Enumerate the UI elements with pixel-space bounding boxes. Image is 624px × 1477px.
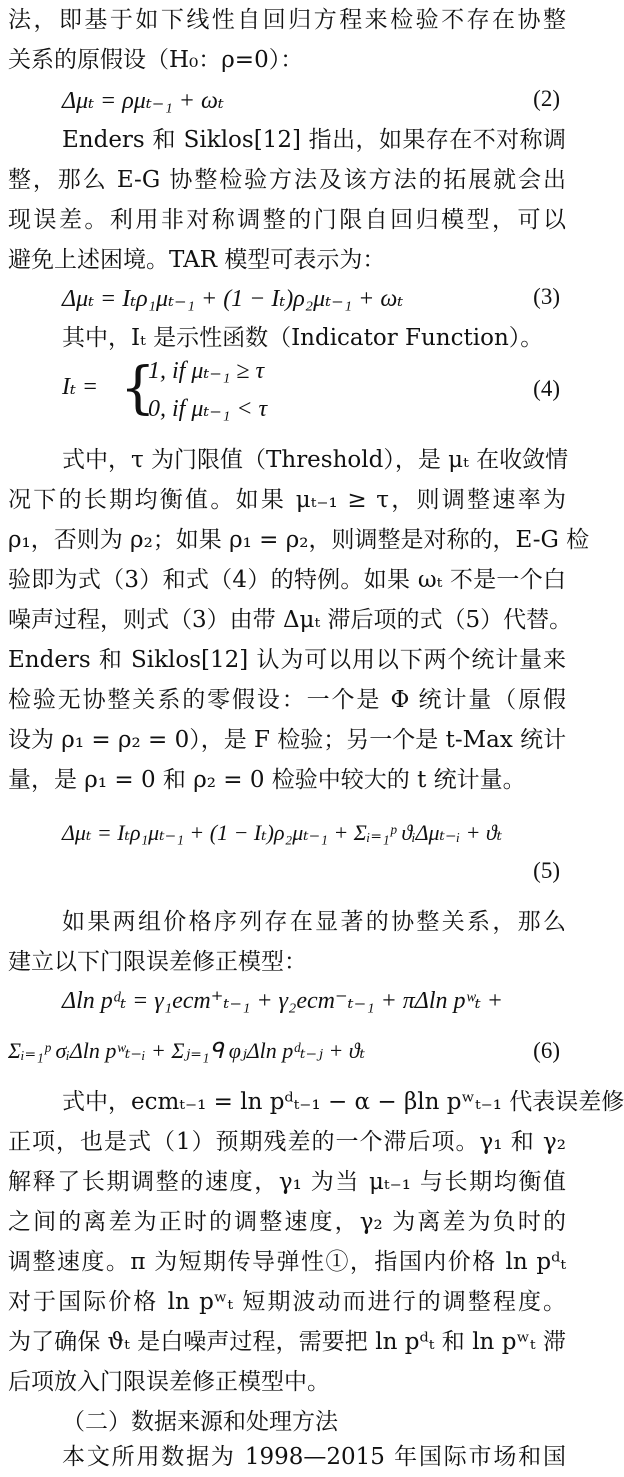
text-line: 设为 ρ₁ = ρ₂ = 0），是 F 检验；另一个是 t-Max 统计 xyxy=(8,727,567,753)
text-line: 正项，也是式（1）预期残差的一个滞后项。γ₁ 和 γ₂ xyxy=(8,1129,566,1155)
text-line: 式中，τ 为门限值（Threshold），是 μₜ 在收敛情 xyxy=(62,447,569,473)
equation-number: (2) xyxy=(533,86,560,111)
equation-4-case-1: 1, if μₜ₋₁ ≥ τ xyxy=(148,358,265,384)
text-line: 避免上述困境。TAR 模型可表示为： xyxy=(8,247,386,273)
equation-5: Δμₜ = Iₜρ₁μₜ₋₁ + (1 − Iₜ)ρ₂μₜ₋₁ + Σᵢ₌₁ᵖ ϑᵢΔμₜ₋ᵢ + ϑₜ xyxy=(62,820,503,845)
text-line: 为了确保 ϑₜ 是白噪声过程，需要把 ln pᵈₜ 和 ln pʷₜ 滞 xyxy=(8,1329,566,1355)
text-line: 建立以下门限误差修正模型： xyxy=(8,949,307,975)
equation-number: (4) xyxy=(533,376,560,401)
text-line: 对于国际价格 ln pʷₜ 短期波动而进行的调整程度。 xyxy=(8,1289,566,1315)
equation-6-line-1: Δln pᵈₜ = γ₁ecm⁺ₜ₋₁ + γ₂ecm⁻ₜ₋₁ + πΔln pʷₜ + xyxy=(62,988,503,1014)
text-line: Enders 和 Siklos[12] 认为可以用以下两个统计量来 xyxy=(8,647,566,673)
section-heading: （二）数据来源和处理方法 xyxy=(62,1409,338,1435)
equation-4-case-2: 0, if μₜ₋₁ < τ xyxy=(148,396,268,422)
text-line: 其中，Iₜ 是示性函数（Indicator Function）。 xyxy=(62,325,544,351)
text-line: 如果两组价格序列存在显著的协整关系，那么 xyxy=(62,909,566,935)
equation-number: (3) xyxy=(533,284,560,309)
text-line: 后项放入门限误差修正模型中。 xyxy=(8,1369,330,1395)
equation-4-lhs: Iₜ = xyxy=(62,374,99,400)
text-line: ρ₁，否则为 ρ₂；如果 ρ₁ = ρ₂，则调整是对称的，E-G 检 xyxy=(8,527,590,553)
equation-number: (5) xyxy=(533,858,560,883)
equation-2: Δμₜ = ρμₜ₋₁ + ωₜ xyxy=(62,88,224,114)
text-line: 调整速度。π 为短期传导弹性①，指国内价格 ln pᵈₜ xyxy=(8,1249,566,1275)
text-line: 量，是 ρ₁ = 0 和 ρ₂ = 0 检验中较大的 t 统计量。 xyxy=(8,767,526,793)
equation-3: Δμₜ = Iₜρ₁μₜ₋₁ + (1 − Iₜ)ρ₂μₜ₋₁ + ωₜ xyxy=(62,286,404,312)
text-line: 验即为式（3）和式（4）的特例。如果 ωₜ 不是一个白 xyxy=(8,567,566,593)
equation-number: (6) xyxy=(533,1038,560,1063)
text-line: 本文所用数据为 1998—2015 年国际市场和国 xyxy=(62,1444,566,1470)
text-line: 关系的原假设（H₀：ρ=0）： xyxy=(8,47,304,73)
text-line: 整，那么 E-G 协整检验方法及该方法的拓展就会出 xyxy=(8,167,566,193)
left-brace-icon: { xyxy=(120,356,156,421)
text-line: 况下的长期均衡值。如果 μₜ₋₁ ≥ τ，则调整速率为 xyxy=(8,487,566,513)
text-line: 现误差。利用非对称调整的门限自回归模型，可以 xyxy=(8,207,566,233)
text-line: 解释了长期调整的速度，γ₁ 为当 μₜ₋₁ 与长期均衡值 xyxy=(8,1169,566,1195)
text-line: 检验无协整关系的零假设：一个是 Φ 统计量（原假 xyxy=(8,687,566,713)
text-line: 法，即基于如下线性自回归方程来检验不存在协整 xyxy=(8,7,566,33)
text-line: 之间的离差为正时的调整速度，γ₂ 为离差为负时的 xyxy=(8,1209,566,1235)
text-line: 噪声过程，则式（3）由带 Δμₜ 滞后项的式（5）代替。 xyxy=(8,607,573,633)
text-line: 式中，ecmₜ₋₁ = ln pᵈₜ₋₁ − α − βln pʷₜ₋₁ 代表误差修 xyxy=(62,1089,624,1115)
text-line: Enders 和 Siklos[12] 指出，如果存在不对称调 xyxy=(62,127,566,153)
equation-6-line-2: Σᵢ₌₁ᵖ σᵢΔln pʷₜ₋ᵢ + Σⱼ₌₁ᑫ φⱼΔln pᵈₜ₋ⱼ + ϑₜ xyxy=(8,1038,366,1063)
